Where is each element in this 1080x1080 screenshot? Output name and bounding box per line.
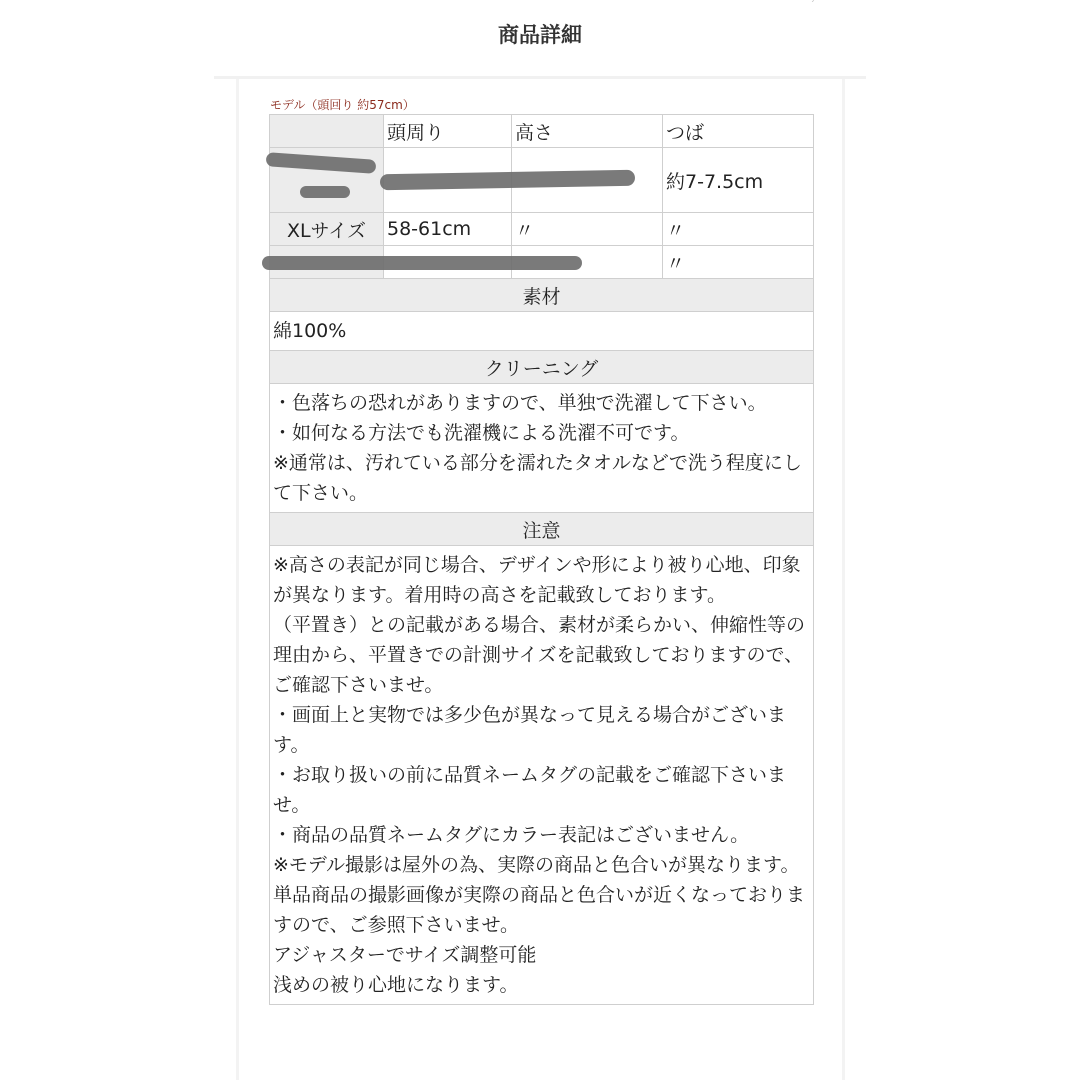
section-body-row — [270, 546, 814, 1005]
section-body-row — [270, 384, 814, 513]
column-header-height: 高さ — [512, 115, 663, 148]
section-body-row — [270, 312, 814, 351]
page-title: 商品詳細 — [498, 23, 582, 47]
cleaning-line: ・色落ちの恐れがありますので、単独で洗濯して下さい。 — [273, 392, 767, 414]
corner-mark: ˊ — [810, 0, 815, 11]
height-value: 〃 — [512, 213, 663, 246]
section-header-row — [270, 351, 814, 384]
content-right-border — [842, 79, 845, 1080]
size-label: XLサイズ — [270, 213, 384, 246]
note-line: ・お取り扱いの前に品質ネームタグの記載をご確認下さいませ。 — [273, 764, 787, 816]
material-line: 綿100% — [273, 320, 347, 342]
table-row — [270, 213, 814, 246]
brim-value: 〃 — [663, 246, 814, 279]
note-line: ・商品の品質ネームタグにカラー表記はございません。 — [273, 824, 750, 846]
redaction-mark — [300, 186, 350, 198]
size-table — [269, 114, 814, 1005]
cleaning-line: ※通常は、汚れている部分を濡れたタオルなどで洗う程度にして下さい。 — [273, 452, 802, 504]
column-header-brim: つば — [663, 115, 814, 148]
note-line: アジャスターでサイズ調整可能 — [273, 944, 537, 966]
column-header-corner — [270, 115, 384, 148]
note-line: ※高さの表記が同じ場合、デザインや形により被り心地、印象が異なります。着用時の高さを記載致しております。 — [273, 554, 801, 606]
material-section-body — [270, 312, 814, 351]
size-table-header-row — [270, 115, 814, 148]
content-left-border — [236, 79, 239, 1080]
cleaning-line: ・如何なる方法でも洗濯機による洗濯不可です。 — [273, 422, 690, 444]
brim-value: 〃 — [663, 213, 814, 246]
section-header-row — [270, 279, 814, 312]
model-caption: モデル（頭回り 約57cm） — [270, 98, 415, 112]
brim-value: 約7-7.5cm — [663, 148, 814, 213]
note-line: ※モデル撮影は屋外の為、実際の商品と色合いが異なります。単品商品の撮影画像が実際の商品と色合いが近くなっておりますので、ご参照下さいませ。 — [273, 854, 806, 936]
head-value: 58-61cm — [384, 213, 512, 246]
note-line: 浅めの被り心地になります。 — [273, 974, 519, 996]
column-header-head: 頭周り — [384, 115, 512, 148]
note-line: （平置き）との記載がある場合、素材が柔らかい、伸縮性等の理由から、平置きでの計測サイズを記載致しておりますので、ご確認下さいませ。 — [273, 614, 806, 696]
notes-section-body — [270, 546, 814, 1005]
notes-section-title: 注意 — [270, 513, 814, 546]
note-line: ・画面上と実物では多少色が異なって見える場合がございます。 — [273, 704, 787, 756]
redaction-mark — [262, 256, 582, 270]
material-section-title: 素材 — [270, 279, 814, 312]
section-header-row — [270, 513, 814, 546]
header-divider — [214, 76, 866, 79]
cleaning-section-title: クリーニング — [270, 351, 814, 384]
cleaning-section-body — [270, 384, 814, 513]
